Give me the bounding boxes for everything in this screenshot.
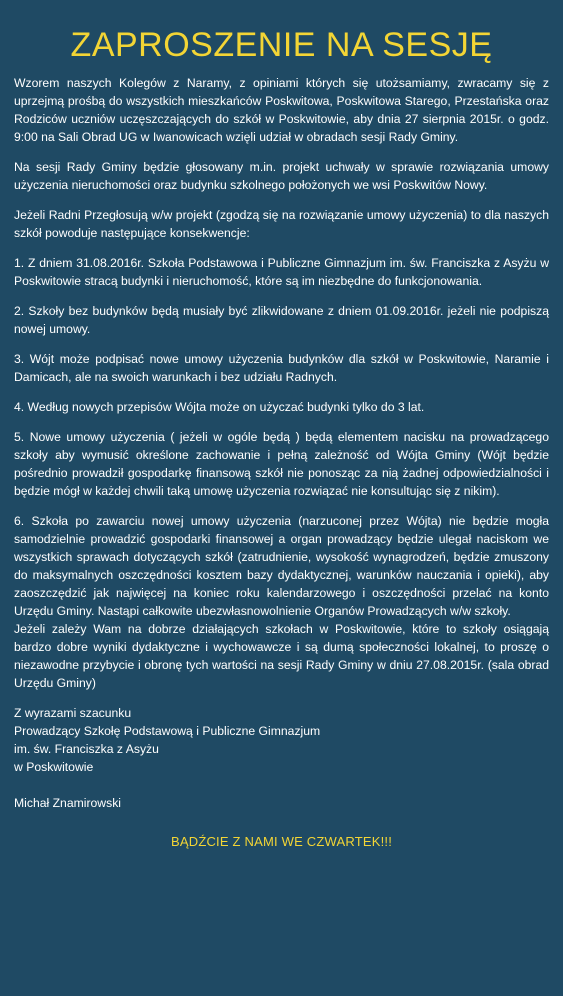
signoff-patron: im. św. Franciszka z Asyżu bbox=[14, 742, 159, 756]
paragraph-point-1: 1. Z dniem 31.08.2016r. Szkoła Podstawowa i Publiczne Gimnazjum im. św. Franciszka z Asyżu w Poskwitowie stracą budynki i nieruchomość, które są im niezbędne do funkcjonowania. bbox=[14, 256, 549, 288]
invitation-body bbox=[14, 74, 549, 849]
signoff-block bbox=[14, 704, 549, 776]
paragraph-intro: Wzorem naszych Kolegów z Naramy, z opiniami których się utożsamiamy, zwracamy się z uprzejmą prośbą do wszystkich mieszkańców Poskwitowa, Poskwitowa Starego, Przestańska oraz Rodziców uczniów uczęszczających do szkół w Poskwitowie, aby dnia 27 sierpnia 2015r. o godz. 9:00 na Sali Obrad UG w Iwanowicach wzięli udział w obradach sesji Rady Gminy. bbox=[14, 76, 549, 144]
signoff-location: w Poskwitowie bbox=[14, 760, 94, 774]
signoff-greeting: Z wyrazami szacunku bbox=[14, 706, 132, 720]
paragraph-consequences-intro: Jeżeli Radni Przegłosują w/w projekt (zgodzą się na rozwiązanie umowy użyczenia) to dla naszych szkół powoduje następujące konsekwencje: bbox=[14, 208, 549, 240]
paragraph-point-6: 6. Szkoła po zawarciu nowej umowy użyczenia (narzuconej przez Wójta) nie będzie mogła samodzielnie prowadzić gospodarki finansowej a organ prowadzący będzie ulegał naciskom we wszystkich sprawach dotyczących szkół (zatrudnienie, wysokość wynagrodzeń, będzie zmuszony do maksymalnych oszczędności kosztem bazy dydaktycznej, warunków nauczania i opieki), aby zaoszczędzić jak najwięcej na koniec roku kalendarzowego i oszczędności przelać na konto Urzędu Gminy. Nastąpi całkowite ubezwłasnowolnienie Organów Prowadzących w/w szkoły. bbox=[14, 514, 549, 618]
paragraph-point-4: 4. Według nowych przepisów Wójta może on użyczać budynki tylko do 3 lat. bbox=[14, 400, 425, 414]
paragraph-session-vote: Na sesji Rady Gminy będzie głosowany m.in. projekt uchwały w sprawie rozwiązania umowy użyczenia nieruchomości oraz budynku szkolnego położonych we wsi Poskwitów Nowy. bbox=[14, 160, 549, 192]
signature-name: Michał Znamirowski bbox=[14, 796, 121, 810]
signoff-organization: Prowadzący Szkołę Podstawową i Publiczne Gimnazjum bbox=[14, 724, 321, 738]
paragraph-point-3: 3. Wójt może podpisać nowe umowy użyczenia budynków dla szkół w Poskwitowie, Naramie i Damicach, ale na swoich warunkach i bez udziału Radnych. bbox=[14, 352, 549, 384]
paragraph-appeal: Jeżeli zależy Wam na dobrze działających szkołach w Poskwitowie, które to szkoły osiągają bardzo dobre wyniki dydaktyczne i wychowawcze i są dumą społeczności lokalnej, to proszę o niezawodne przybycie i obronę tych wartości na sesji Rady Gminy w dniu 27.08.2015r. (sala obrad Urzędu Gminy) bbox=[14, 622, 549, 690]
paragraph-point-2: 2. Szkoły bez budynków będą musiały być zlikwidowane z dniem 01.09.2016r. jeżeli nie podpiszą nowej umowy. bbox=[14, 304, 549, 336]
paragraph-point-5: 5. Nowe umowy użyczenia ( jeżeli w ogóle będą ) będą elementem nacisku na prowadzącego szkoły aby wymusić określone zachowanie i pełną zależność od Wójta Gminy (Wójt będzie pośrednio prowadził gospodarkę finansową szkół nie ponosząc za nią żadnej odpowiedzialności i będzie mógł w każdej chwili taką umowę użyczenia rozwiązać nie konsultując się z nikim). bbox=[14, 430, 549, 498]
footer-call-to-action: BĄDŹCIE Z NAMI WE CZWARTEK!!! bbox=[170, 834, 393, 849]
page-title: ZAPROSZENIE NA SESJĘ bbox=[70, 26, 493, 64]
